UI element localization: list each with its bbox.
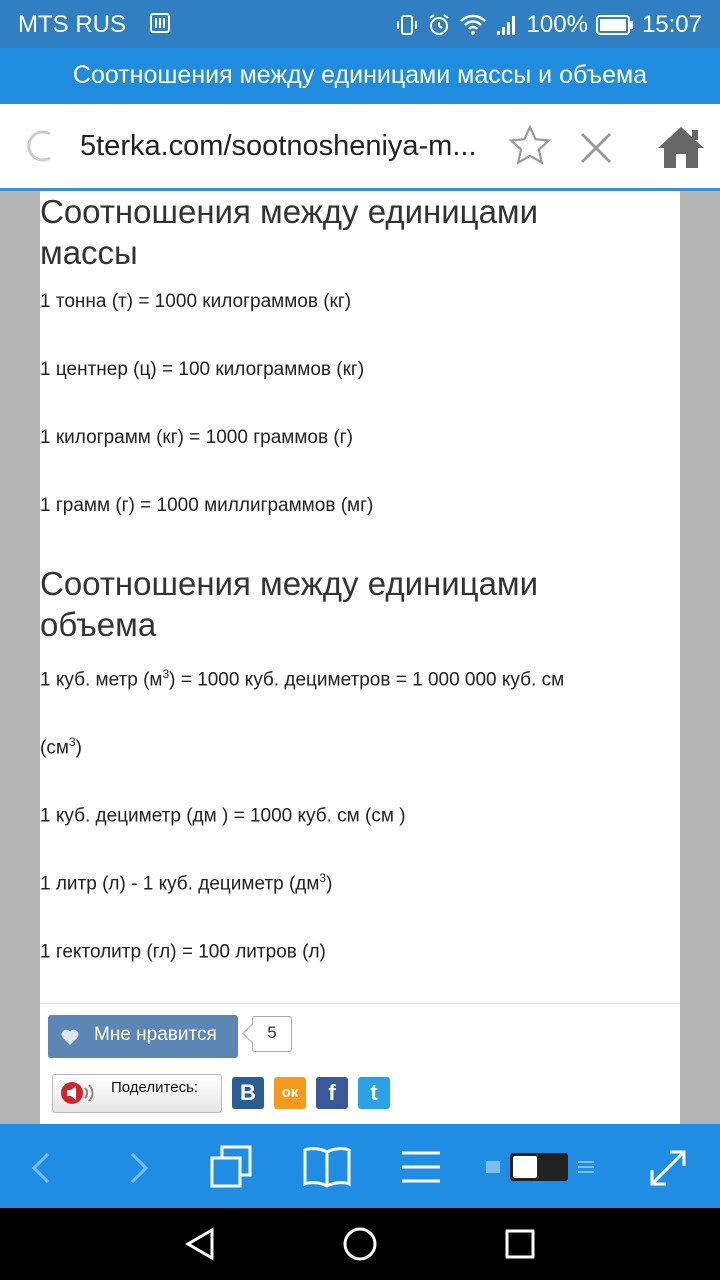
vk-share-icon[interactable]: B: [232, 1077, 264, 1109]
battery-icon: [596, 14, 634, 36]
bookmarks-book-icon[interactable]: [302, 1146, 352, 1188]
heading-line: Соотношения между единицами: [40, 193, 539, 230]
fullscreen-icon[interactable]: [648, 1148, 688, 1188]
alarm-icon: [427, 13, 451, 37]
page-title-bar: [0, 48, 720, 104]
carrier-name: MTS RUS: [18, 11, 126, 38]
mass-line: 1 центнер (ц) = 100 килограммов (кг): [40, 359, 365, 380]
home-icon[interactable]: [656, 124, 706, 170]
tabs-icon[interactable]: [208, 1144, 254, 1190]
page-title: Соотношения между единицами массы и объема: [72, 61, 648, 89]
vibrate-icon: [395, 13, 419, 37]
volume-line: 1 куб. дециметр (дм ) = 1000 куб. см (см ): [40, 805, 406, 827]
volume-line: 1 литр (л) - 1 куб. дециметр $(дм^3)$: [40, 871, 333, 895]
share-button[interactable]: [52, 1074, 222, 1113]
twitter-share-icon[interactable]: t: [358, 1077, 390, 1109]
status-bar: [0, 0, 720, 48]
loading-spinner-icon: [24, 128, 60, 164]
volume-line: $(см^3)$: [40, 735, 82, 759]
mass-line: 1 грамм (г) = 1000 миллиграммов (мг): [40, 495, 374, 516]
share-speaker-icon: [59, 1080, 103, 1106]
sim-icon: [150, 13, 170, 33]
close-icon[interactable]: [576, 128, 616, 168]
nav-recents-icon[interactable]: [504, 1228, 536, 1260]
nav-home-icon[interactable]: [342, 1226, 378, 1262]
volume-line: 1 куб. метр $(м^3) = 1000$ куб. дециметров = 1 000 000 куб. см: [40, 667, 565, 691]
article: [40, 191, 680, 1124]
like-button[interactable]: [48, 1015, 238, 1058]
web-content[interactable]: [0, 191, 720, 1124]
battery-percent: 100%: [526, 11, 588, 38]
facebook-share-icon[interactable]: f: [316, 1077, 348, 1109]
section-heading-volume: [40, 563, 680, 645]
reader-mode-toggle[interactable]: [484, 1152, 600, 1182]
url-bar: [0, 104, 720, 191]
divider: [40, 1003, 680, 1004]
forward-icon[interactable]: [122, 1150, 154, 1186]
like-label: Мне нравится: [94, 1024, 217, 1045]
like-count: 5: [252, 1016, 292, 1052]
odnoklassniki-share-icon[interactable]: ок: [274, 1077, 306, 1109]
nav-back-icon[interactable]: [182, 1226, 218, 1262]
mass-line: 1 килограмм (кг) = 1000 граммов (г): [40, 427, 353, 448]
wifi-icon: [459, 13, 487, 37]
browser-toolbar: [0, 1124, 720, 1208]
bookmark-star-icon[interactable]: [506, 122, 554, 170]
heading-line: объема: [40, 606, 157, 643]
clock: 15:07: [641, 11, 702, 38]
mass-line: 1 тонна (т) = 1000 килограммов (кг): [40, 291, 352, 312]
system-nav-bar: [0, 1208, 720, 1280]
heading-line: массы: [40, 234, 138, 271]
share-label: Поделитесь:: [111, 1079, 199, 1096]
section-heading-mass: [40, 191, 680, 273]
volume-line: 1 гектолитр (гл) = 100 литров (л): [40, 941, 326, 963]
url-field[interactable]: 5terka.com/sootnosheniya-m...: [80, 130, 477, 162]
heart-icon: [60, 1027, 80, 1047]
heading-line: Соотношения между единицами: [40, 565, 539, 602]
back-icon[interactable]: [26, 1150, 58, 1186]
signal-icon: [495, 13, 519, 37]
menu-icon[interactable]: [400, 1150, 442, 1184]
